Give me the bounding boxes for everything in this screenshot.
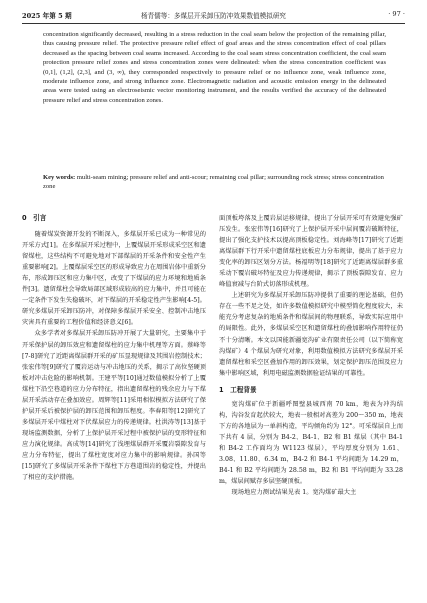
paragraph: 面顶板垮落及上覆岩层运移规律，提出了分层开采可有效避免强矿压发生。张宏伟等[16]研究了上保护层开采中层间覆岩破断特征，提出了强化支护技术以提高顶板稳定性。刘海峰等[17]研究了近距离煤层群下行开采中遗留煤柱底板应力分布规律，提出了基于应力变化率的卸压区划分方法。杨福明等[18]研究了近距离煤层群多重采动下覆岩破坏特征及应力传递规律，揭示了顶板裂隙发育、应力峰值衰减与台阶式切落形成机理。 [219, 215, 403, 289]
section-heading-introduction: 0 引言 [22, 214, 47, 222]
section-heading-engineering-background: 1 工程背景 [219, 385, 257, 394]
page-number: · 97 · [388, 10, 405, 18]
running-title: 杨青儒等：多煤层开采卸压防冲效果数值模拟研究 [140, 12, 287, 20]
paragraph: 宽沟煤矿位于新疆呼图壁县城西南 70 km，地表为冲沟结构，沟谷发育起伏较大，地表一般相对高差为 200～350 m，地表下方的各地层为一单斜构造，平均倾角约为 12°。可采煤层自上而下共有 4 层，分别为 B4-2、B4-1、B2 和 B1 煤层（其中 B4-1 和 B4-2 工作面均为 W1123 煤层），平均厚度分别为 1.61、3.08、11.80、6.34 m，B4-2 和 B4-1 平均间距为 14.29 m，B4-1 和 B2 平均间距为 28.58 m，B2 和 B1 平均间距为 33.28 m，煤层间赋存多层坚硬顶板。 [219, 400, 403, 486]
running-header [22, 9, 405, 21]
issue-label: 2025 年第 5 期 [22, 12, 72, 20]
abstract-continued: concentration significantly decreased, resulting in a stress reduction in the coal seam below the projection of the remaining pillar, thus causing pressure relief. The protective pressure relief effect of goaf areas and the stress concentration effect of coal pillars decreased as the spacing between coal seams increased. According to the coal seam stress concentration coefficient, the coal seam protection pressure relief zones and stress concentration zones were delineated: when the stress concentration coefficient was (0,1], (1,2], (2,3], and (3, ∞), they corresponded respectively to pressure relief or no influence zone, weak influence zone, moderate influence zone, and strong influence zone. Electromagnetic radiation and acoustic emission energy in the delineated areas were tested using an electroseismic vector monitoring instrument, and the results verified the accuracy of the delineated pressure relief and stress concentration zones. [43, 31, 386, 104]
keywords [43, 173, 386, 192]
keywords-label: Key words: [43, 174, 76, 181]
paragraph: 众多学者对多煤层开采卸压防冲开展了大量研究，主要集中于开采保护层的卸压效应和遗留煤柱的应力集中机理等方面。蔡峰等[7-8]研究了近距离煤层群开采的矿压显现规律及其围岩控制技术；张宏伟等[9]研究了覆岩运动与冲击地压的关系，揭示了高位坚硬顶板对冲击危险的影响机制。王建平等[10]通过数值模拟分析了上覆煤柱下沿空巷道的应力分布特征，指出遗留煤柱的残余应力与下煤层开采活动存在叠加效应。周辉等[11]采用相似模拟方法研究了保护层开采后被保护层的卸压范围和卸压程度。李春阳等[12]研究了多煤层开采中煤柱对下伏煤层应力的传递规律。杜洪涛等[13]基于现场监测数据，分析了上保护层开采过程中被保护层的变形特征和应力演化规律。高成等[14]研究了浅埋煤层群开采覆岩裂隙发育与应力分布特征，提出了煤柱宽度对应力集中的影响规律。孙国等[15]研究了多煤层开采条件下煤柱下方巷道围岩的稳定性，并提出了相应的支护措施。 [22, 330, 206, 482]
paragraph: 随着煤炭资源开发的不断深入，多煤层开采已成为一种常见的开采方式[1]。在多煤层开采过程中，上覆煤层开采形成采空区和遗留煤柱，这些结构不可避免地对下部煤层的开采条件和安全性产生重要影响[2]。上覆煤层采空区的形成导致应力在周围岩体中重新分布，形成卸压区和应力集中区，改变了下煤层的应力环境和地质条件[3]。遗留煤柱会导致局部区域形成较高的应力集中，并且可能在一定条件下发生失稳破坏，对下煤层的开采稳定性产生影响[4-5]。研究多煤层开采卸压防冲，对保障多煤层开采安全、控制冲击地压灾害具有重要的工程价值和经济意义[6]。 [22, 231, 206, 327]
paragraph: 现场地应力测试结果见表 1。宽沟煤矿最大主 [231, 489, 357, 497]
header-rule [22, 23, 405, 24]
left-column [22, 213, 206, 483]
keywords-text: multi-seam mining; pressure relief and anti-scour; remaining coal pillar; surrounding rock stress; stress concentration zone [43, 174, 384, 191]
paragraph: 上述研究为多煤层开采卸压防冲提供了重要的理论基础，但仍存在一些不足之处，如许多数值模拟研究中模型简化程度较大，未能充分考虑复杂的地质条件和煤层间的物理联系，导致实际应用中的局限性。此外，多煤层采空区和遗留煤柱的叠加影响作用特征仍不十分清晰。本文以国能新疆宽沟矿业有限责任公司（以下简称宽沟煤矿）4 个煤层为研究对象，利用数值模拟方法研究多煤层开采遗留煤柱和采空区叠加作用的卸压效果，划定保护卸压范围及应力集中影响区域，利用电磁监测数据验证结果的可靠性。 [219, 292, 403, 377]
right-column [219, 213, 403, 498]
